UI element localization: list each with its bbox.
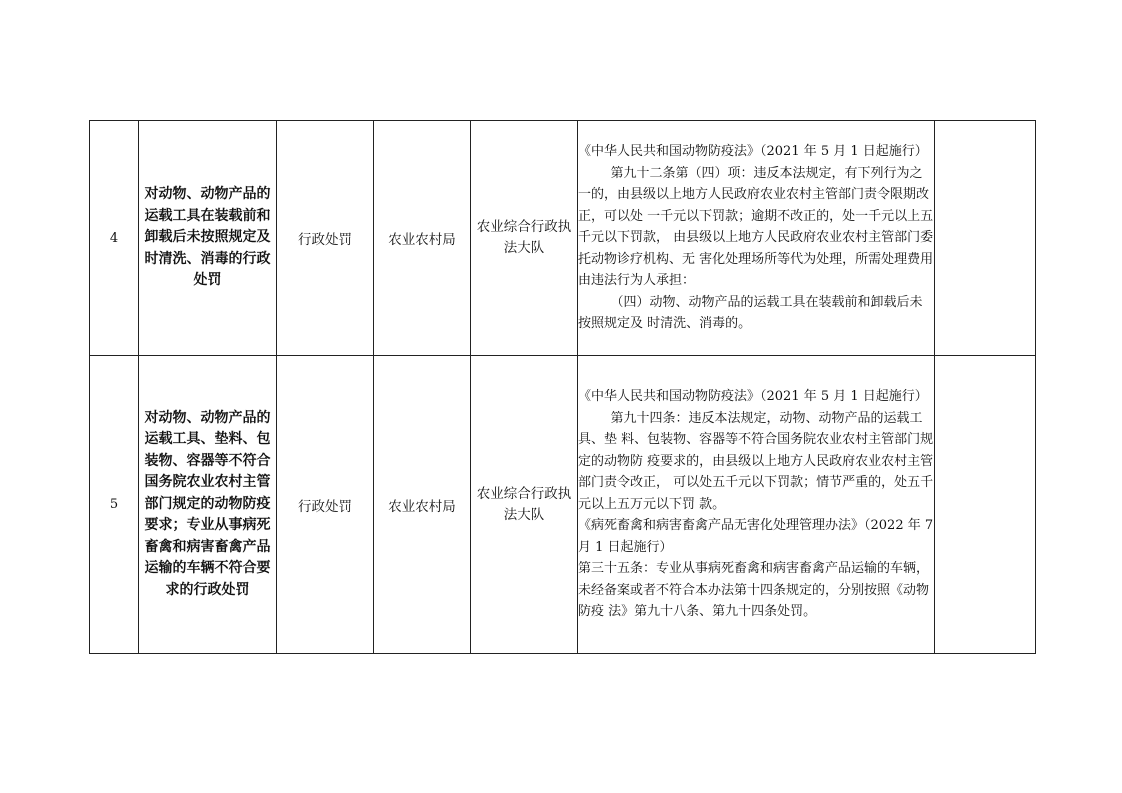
regulation-table <box>89 120 1036 654</box>
table-row <box>90 121 1036 356</box>
basis-law-title: 《中华人民共和国动物防疫法》（2021 年 5 月 1 日起施行） <box>578 389 928 405</box>
basis-law-title-2: 《病死畜禽和病害畜禽产品无害化处理管理办法》（2022 年 7 月 1 日起施行） <box>578 518 934 555</box>
basis-clause: （四）动物、动物产品的运载工具在装载前和卸载后未按照规定及 时清洗、消毒的。 <box>578 294 923 332</box>
item-type: 行政处罚 <box>277 121 374 356</box>
remarks-cell <box>935 356 1036 654</box>
item-name: 对动物、动物产品的运载工具在装载前和卸载后未按照规定及时清洗、消毒的行政处罚 <box>139 121 277 356</box>
row-number: 4 <box>90 121 139 356</box>
basis-law-title: 《中华人民共和国动物防疫法》（2021 年 5 月 1 日起施行） <box>578 144 928 160</box>
responsible-department: 农业农村局 <box>374 121 471 356</box>
row-number: 5 <box>90 356 139 654</box>
remarks-cell <box>935 121 1036 356</box>
legal-basis <box>578 121 935 356</box>
executing-agency: 农业综合行政执法大队 <box>471 121 578 356</box>
item-name: 对动物、动物产品的运载工具、垫料、包装物、容器等不符合国务院农业农村主管部门规定的动物防疫要求；专业从事病死畜禽和病害畜禽产品运输的车辆不符合要求的行政处罚 <box>139 356 277 654</box>
basis-article: 第九十二条第（四）项：违反本法规定，有下列行为之一的，由县级以上地方人民政府农业农村主管部门责令限期改正，可以处 一千元以下罚款；逾期不改正的，处一千元以上五千元以下罚款， 由县级以上地方人民政府农业农村主管部门委托动物诊疗机构、无 害化处理场所等代为处理，所需处理费用由违法行为人承担： <box>578 165 934 289</box>
item-type: 行政处罚 <box>277 356 374 654</box>
responsible-department: 农业农村局 <box>374 356 471 654</box>
executing-agency: 农业综合行政执法大队 <box>471 356 578 654</box>
basis-article-2: 第三十五条：专业从事病死畜禽和病害畜禽产品运输的车辆， 未经备案或者不符合本办法第十四条规定的，分别按照《动物防疫 法》第九十八条、第九十四条处罚。 <box>578 561 930 620</box>
basis-article: 第九十四条：违反本法规定，动物、动物产品的运载工具、垫 料、包装物、容器等不符合国务院农业农村主管部门规定的动物防 疫要求的，由县级以上地方人民政府农业农村主管部门责令改正， 可以处五千元以下罚款；情节严重的，处五千元以上五万元以下罚 款。 <box>578 410 934 512</box>
table-row <box>90 356 1036 654</box>
legal-basis <box>578 356 935 654</box>
